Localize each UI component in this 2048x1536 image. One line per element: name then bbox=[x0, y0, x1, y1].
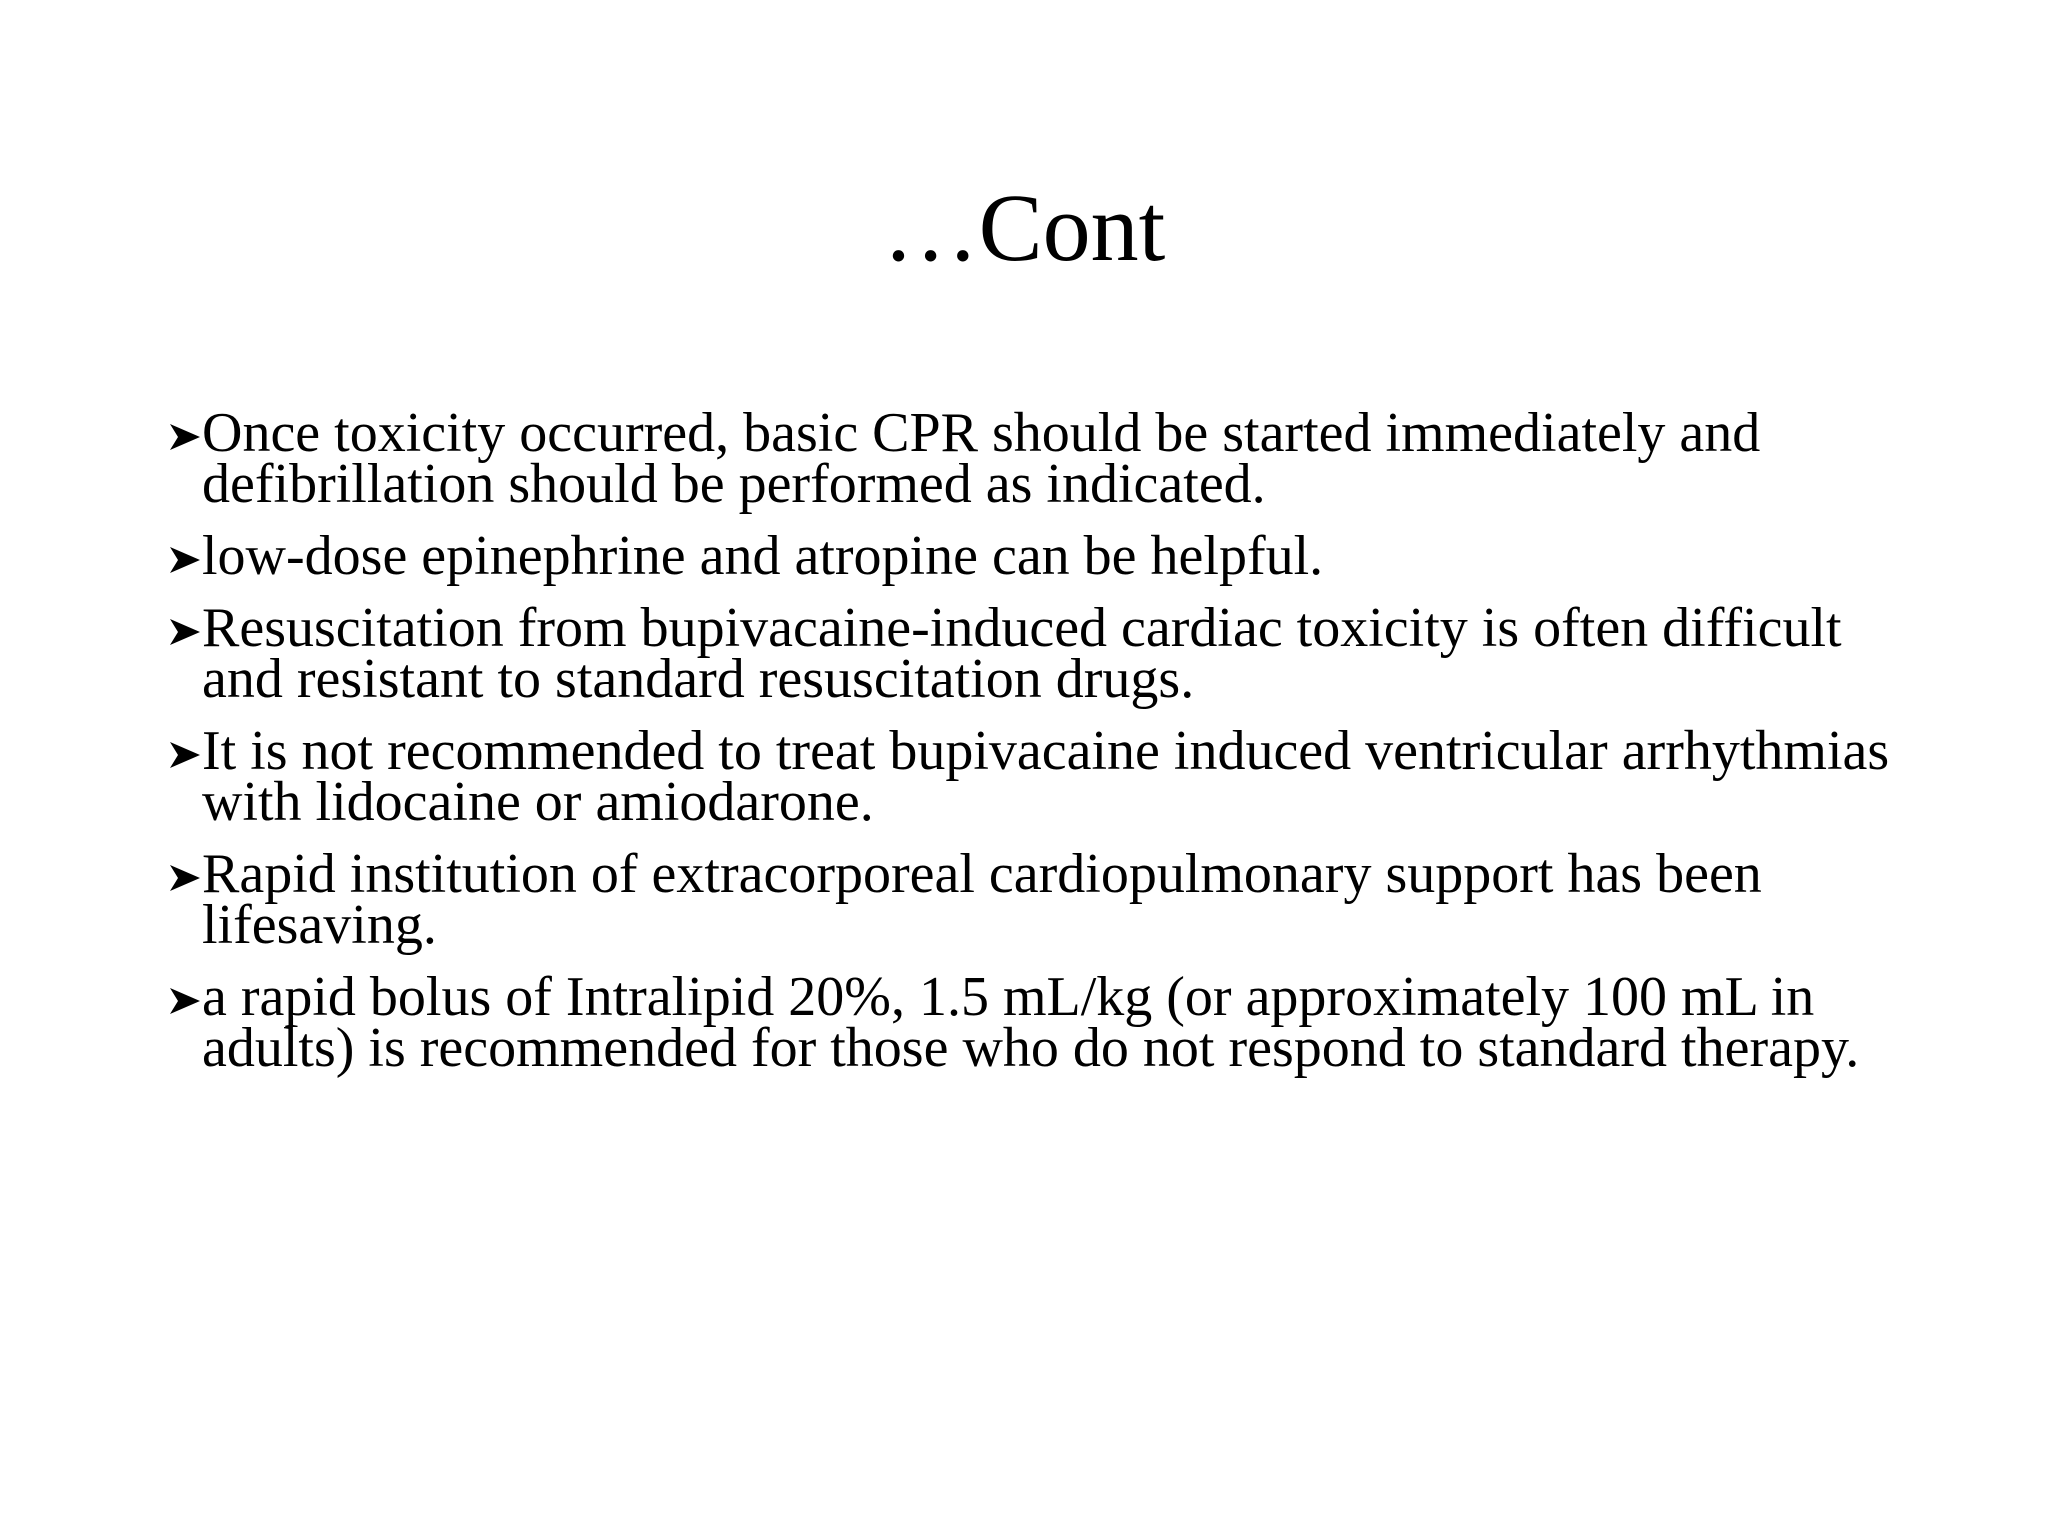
arrow-bullet-icon-svg bbox=[168, 545, 202, 575]
bullet-item bbox=[168, 843, 1908, 956]
bullet-text: Once toxicity occurred, basic CPR should be started immediately and defibrillation should be performed as indicated. bbox=[202, 402, 1761, 515]
arrow-bullet-icon bbox=[168, 972, 202, 1023]
arrow-bullet-icon-svg bbox=[168, 617, 202, 647]
bullet-item bbox=[168, 966, 1908, 1079]
bullet-item bbox=[168, 720, 1908, 833]
bullet-item bbox=[168, 597, 1908, 710]
arrow-bullet-icon-svg bbox=[168, 740, 202, 770]
bullet-item bbox=[168, 402, 1908, 515]
slide-title: …Cont bbox=[882, 174, 1166, 281]
arrow-bullet-icon-svg bbox=[168, 986, 202, 1016]
arrow-bullet-icon bbox=[168, 531, 202, 582]
arrow-bullet-icon-svg bbox=[168, 422, 202, 452]
arrow-bullet-icon bbox=[168, 849, 202, 900]
bullet-text: a rapid bolus of Intralipid 20%, 1.5 mL/kg (or approximately 100 mL in adults) is recommended for those who do not respond to standard therapy. bbox=[202, 966, 1860, 1079]
bullet-text: Rapid institution of extracorporeal cardiopulmonary support has been lifesaving. bbox=[202, 843, 1762, 956]
bullet-list bbox=[168, 402, 1908, 1095]
arrow-bullet-icon bbox=[168, 408, 202, 459]
bullet-text: It is not recommended to treat bupivacaine induced ventricular arrhythmias with lidocaine or amiodarone. bbox=[202, 720, 1890, 833]
arrow-bullet-icon-svg bbox=[168, 863, 202, 893]
bullet-text: Resuscitation from bupivacaine-induced cardiac toxicity is often difficult and resistant to standard resuscitation drugs. bbox=[202, 597, 1842, 710]
arrow-bullet-icon bbox=[168, 726, 202, 777]
bullet-item bbox=[168, 525, 1908, 587]
bullet-text: low-dose epinephrine and atropine can be helpful. bbox=[202, 525, 1324, 587]
arrow-bullet-icon bbox=[168, 603, 202, 654]
